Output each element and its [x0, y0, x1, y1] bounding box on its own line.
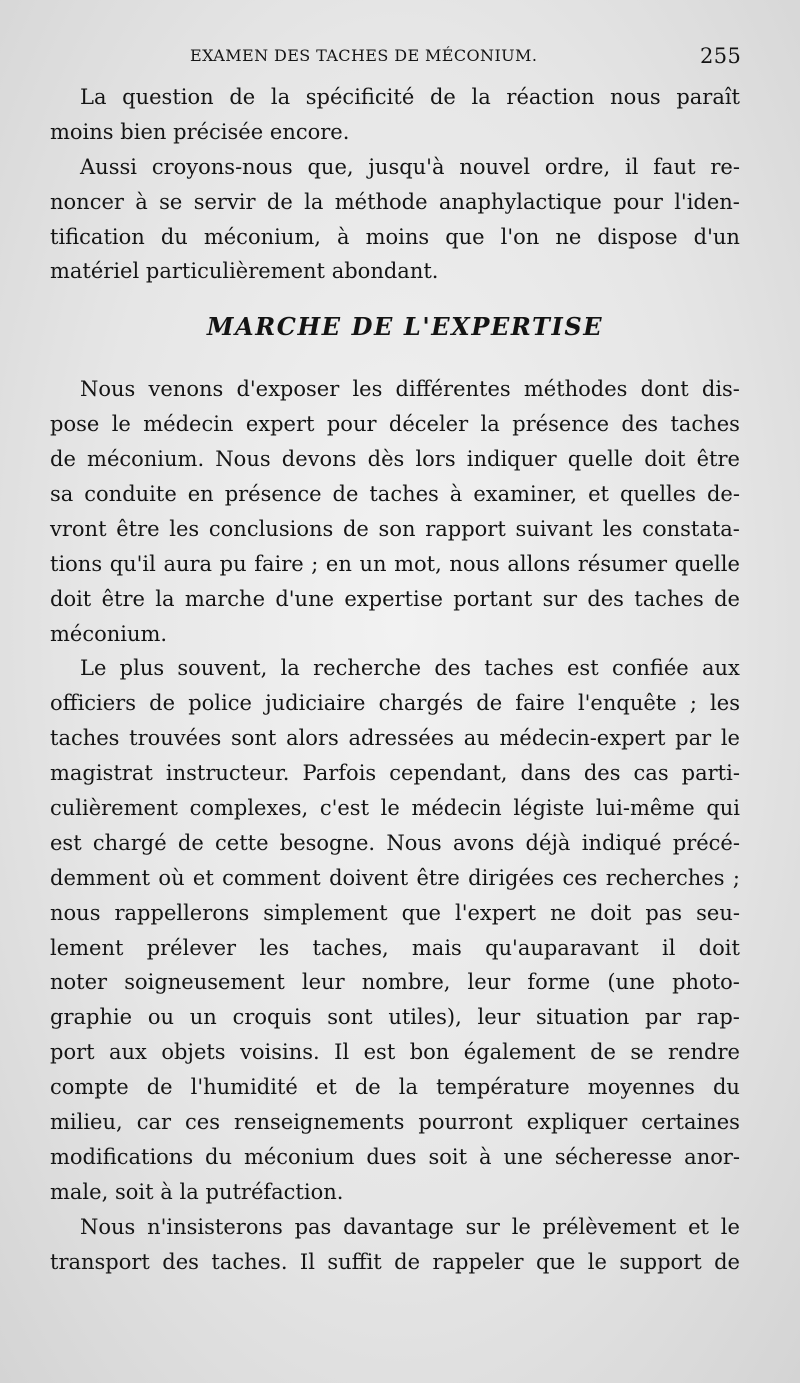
body-text — [50, 80, 740, 1280]
text-line: compte de l'humidité et de la température moyennes du — [50, 1075, 740, 1100]
paragraphs-before-heading — [50, 80, 740, 289]
page-number: 255 — [700, 44, 742, 68]
text-line: port aux objets voisins. Il est bon également de se rendre — [50, 1040, 740, 1065]
heading-spacer — [50, 358, 740, 372]
text-line: noter soigneusement leur nombre, leur forme (une photo- — [50, 970, 740, 995]
text-line: tification du méconium, à moins que l'on ne dispose d'un — [50, 224, 740, 249]
text-line: magistrat instructeur. Parfois cependant, dans des cas parti- — [50, 761, 740, 786]
running-head — [0, 46, 800, 70]
text-line: matériel particulièrement abondant. — [50, 259, 439, 284]
text-line: Nous n'insisterons pas davantage sur le prélèvement et le — [80, 1214, 740, 1239]
section-heading: MARCHE DE L'EXPERTISE — [206, 312, 604, 342]
paragraphs-after-heading — [50, 372, 740, 1279]
text-line: Le plus souvent, la recherche des taches est confiée aux — [80, 656, 740, 681]
text-line: male, soit à la putréfaction. — [50, 1179, 344, 1204]
text-line: officiers de police judiciaire chargés de faire l'enquête ; les — [50, 691, 740, 716]
text-line: Aussi croyons-nous que, jusqu'à nouvel ordre, il faut re- — [80, 154, 740, 179]
text-line: de méconium. Nous devons dès lors indiquer quelle doit être — [50, 447, 740, 472]
text-line: milieu, car ces renseignements pourront expliquer certaines — [50, 1110, 740, 1135]
text-line: La question de la spécificité de la réaction nous paraît — [80, 85, 740, 109]
text-line: nous rappellerons simplement que l'expert ne doit pas seu- — [50, 900, 740, 925]
text-line: culièrement complexes, c'est le médecin légiste lui-même qui — [50, 796, 740, 821]
text-line: pose le médecin expert pour déceler la présence des taches — [50, 412, 740, 437]
text-line: moins bien précisée encore. — [50, 119, 350, 144]
text-line: vront être les conclusions de son rapport suivant les constata- — [50, 516, 740, 541]
text-line: lement prélever les taches, mais qu'auparavant il doit — [50, 935, 740, 960]
text-line: taches trouvées sont alors adressées au médecin-expert par le — [50, 726, 740, 751]
text-line: est chargé de cette besogne. Nous avons déjà indiqué précé- — [50, 830, 740, 855]
text-line: demment où et comment doivent être dirigées ces recherches ; — [50, 865, 740, 890]
text-line: méconium. — [50, 621, 168, 646]
text-line: doit être la marche d'une expertise portant sur des taches de — [50, 586, 740, 611]
text-line: transport des taches. Il suffit de rappeler que le support de — [50, 1249, 740, 1274]
running-title: EXAMEN DES TACHES DE MÉCONIUM. — [190, 46, 538, 65]
text-line: graphie ou un croquis sont utiles), leur situation par rap- — [50, 1005, 740, 1030]
text-line: sa conduite en présence de taches à examiner, et quelles de- — [50, 482, 740, 507]
text-line: tions qu'il aura pu faire ; en un mot, nous allons résumer quelle — [50, 551, 740, 576]
text-line: modifications du méconium dues soit à une sécheresse anor- — [50, 1144, 740, 1169]
text-line: noncer à se servir de la méthode anaphylactique pour l'iden- — [50, 189, 740, 214]
text-line: Nous venons d'exposer les différentes méthodes dont dis- — [80, 377, 740, 402]
